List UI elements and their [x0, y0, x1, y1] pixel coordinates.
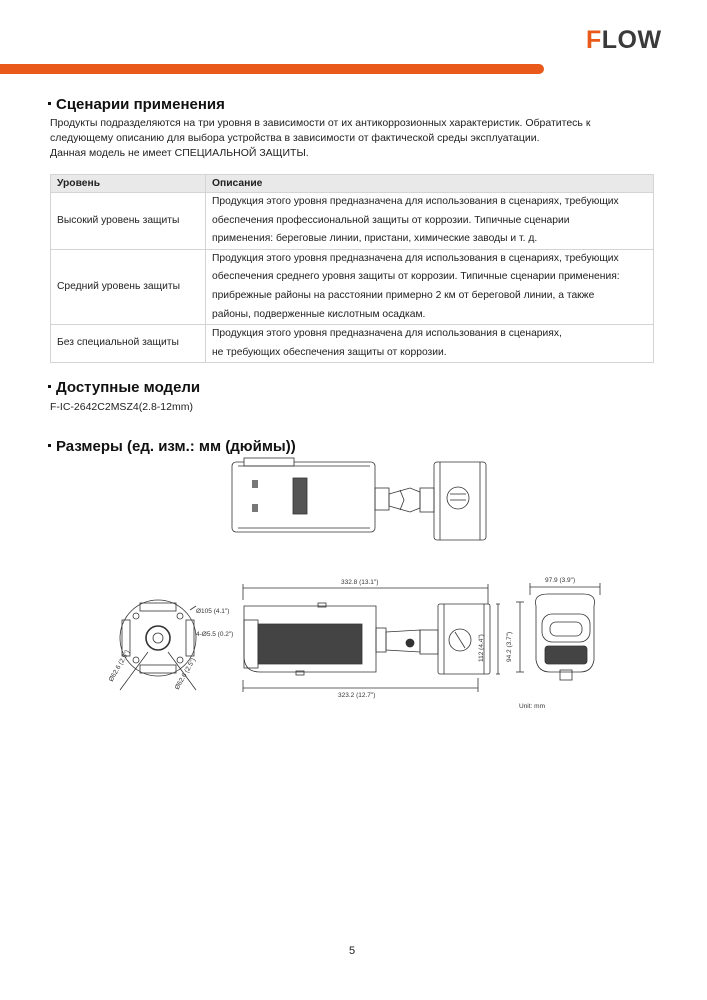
description-cell: Продукция этого уровня предназначена для использования в сценариях, требующих обеспечения среднего уровня защиты от коррозии. Типичные сценарии применения: прибрежные районы на расстоянии примерно 2 км от береговой линии, а также районы, подверженные кислотным осадкам. [206, 249, 654, 324]
dim-front-height: 94.2 (3.7") [506, 631, 513, 662]
description-cell: Продукция этого уровня предназначена для использования в сценариях, не требующих обеспечения защиты от коррозии. [206, 325, 654, 363]
page-number: 5 [349, 945, 356, 957]
dim-diameter-62-right: Ø62.6 (2.5") [173, 657, 198, 691]
camera-top-view [232, 458, 486, 540]
dim-diameter-105: Ø105 (4.1") [196, 608, 230, 615]
dim-front-width: 97.9 (3.9") [545, 577, 576, 584]
table-header-level: Уровень [51, 175, 206, 193]
level-cell: Без специальной защиты [51, 325, 206, 363]
table-header-description: Описание [206, 175, 654, 193]
section-title-scenarios: Сценарии применения [48, 96, 225, 113]
camera-side-view [243, 584, 500, 692]
section-title-models: Доступные модели [48, 379, 200, 396]
level-cell: Средний уровень защиты [51, 249, 206, 324]
dim-height: 112 (4.4") [478, 634, 485, 662]
dim-diameter-62-left: Ø62.6 (2.5") [107, 649, 132, 683]
camera-front-view [516, 583, 600, 680]
dim-top-length: 332.8 (13.1") [341, 579, 379, 586]
description-cell: Продукция этого уровня предназначена для использования в сценариях, требующих обеспечения профессиональной защиты от коррозии. Типичные сценарии применения: береговые линии, пристани, химические заводы и т. д. [206, 193, 654, 250]
dim-bottom-length: 323.2 (12.7") [338, 692, 376, 699]
dim-holes: 4-Ø5.5 (0.2") [196, 631, 234, 638]
section-title-dimensions: Размеры (ед. изм.: мм (дюймы)) [48, 438, 296, 455]
unit-label: Unit: mm [519, 703, 545, 710]
logo: FLOW [586, 26, 662, 54]
model-number: F-IC-2642C2MSZ4(2.8-12mm) [50, 401, 193, 413]
level-cell: Высокий уровень защиты [51, 193, 206, 250]
scenarios-intro: Продукты подразделяются на три уровня в зависимости от их антикоррозионных характеристик. Обратитесь к следующему описанию для выбора устройства в зависимости от фактической среды эксплуатации. Данная модель не имеет СПЕЦИАЛЬНОЙ ЗАЩИТЫ. [50, 117, 591, 159]
